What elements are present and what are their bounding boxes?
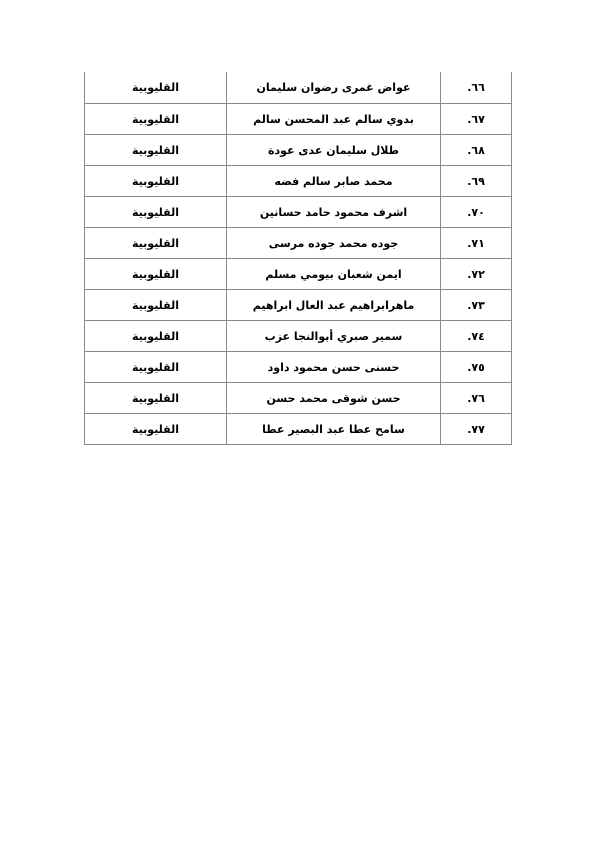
governorate: القليوبية bbox=[85, 72, 227, 104]
table-row bbox=[85, 228, 512, 259]
row-number: ٧٦. bbox=[441, 383, 512, 414]
person-name: بدوي سالم عبد المحسن سالم bbox=[227, 104, 441, 135]
row-number: ٧١. bbox=[441, 228, 512, 259]
table-row bbox=[85, 321, 512, 352]
table-row bbox=[85, 383, 512, 414]
person-name: سامح عطا عبد البصير عطا bbox=[227, 414, 441, 445]
person-name: حسن شوقى محمد حسن bbox=[227, 383, 441, 414]
names-table bbox=[84, 72, 512, 445]
row-number: ٦٧. bbox=[441, 104, 512, 135]
person-name: طلال سليمان عدى عودة bbox=[227, 135, 441, 166]
person-name: ماهرابراهيم عبد العال ابراهيم bbox=[227, 290, 441, 321]
table-row bbox=[85, 259, 512, 290]
table-row bbox=[85, 414, 512, 445]
person-name: محمد صابر سالم فضه bbox=[227, 166, 441, 197]
person-name: عواض غمرى رضوان سليمان bbox=[227, 72, 441, 104]
governorate: القليوبية bbox=[85, 414, 227, 445]
table-row bbox=[85, 72, 512, 104]
person-name: اشرف محمود حامد حسانين bbox=[227, 197, 441, 228]
row-number: ٧٣. bbox=[441, 290, 512, 321]
row-number: ٦٦. bbox=[441, 72, 512, 104]
governorate: القليوبية bbox=[85, 228, 227, 259]
table-row bbox=[85, 166, 512, 197]
governorate: القليوبية bbox=[85, 321, 227, 352]
governorate: القليوبية bbox=[85, 104, 227, 135]
governorate: القليوبية bbox=[85, 197, 227, 228]
row-number: ٦٨. bbox=[441, 135, 512, 166]
table-row bbox=[85, 135, 512, 166]
governorate: القليوبية bbox=[85, 383, 227, 414]
row-number: ٧٤. bbox=[441, 321, 512, 352]
person-name: حسنى حسن محمود داود bbox=[227, 352, 441, 383]
row-number: ٧٧. bbox=[441, 414, 512, 445]
table-row bbox=[85, 352, 512, 383]
governorate: القليوبية bbox=[85, 352, 227, 383]
row-number: ٧٥. bbox=[441, 352, 512, 383]
governorate: القليوبية bbox=[85, 166, 227, 197]
person-name: سمير صبري أبوالنجا عزب bbox=[227, 321, 441, 352]
table-row bbox=[85, 104, 512, 135]
row-number: ٧٠. bbox=[441, 197, 512, 228]
governorate: القليوبية bbox=[85, 259, 227, 290]
table-row bbox=[85, 197, 512, 228]
person-name: جوده محمد جوده مرسى bbox=[227, 228, 441, 259]
person-name: ايمن شعبان بيومي مسلم bbox=[227, 259, 441, 290]
row-number: ٧٢. bbox=[441, 259, 512, 290]
governorate: القليوبية bbox=[85, 135, 227, 166]
row-number: ٦٩. bbox=[441, 166, 512, 197]
governorate: القليوبية bbox=[85, 290, 227, 321]
table-row bbox=[85, 290, 512, 321]
